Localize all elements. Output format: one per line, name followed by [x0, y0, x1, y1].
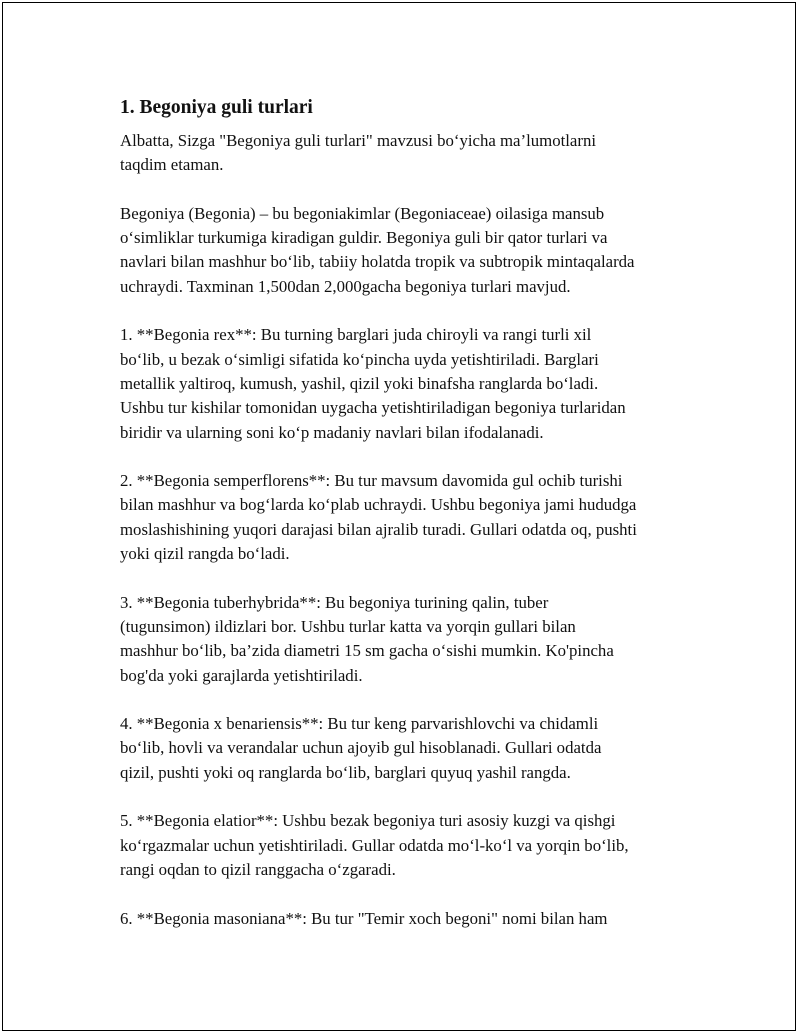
intro-paragraph: Albatta, Sizga "Begoniya guli turlari" mavzusi bo‘yicha ma’lumotlarni taqdim etaman.: [120, 131, 596, 175]
document-page: [2, 2, 796, 1031]
document-title: 1. Begoniya guli turlari: [120, 97, 313, 118]
list-item-begonia-elatior: 5. **Begonia elatior**: Ushbu bezak begoniya turi asosiy kuzgi va qishgi ko‘rgazmalar uchun yetishtiriladi. Gullar odatda mo‘l-ko‘l va yorqin bo‘lib, rangi oqdan to qizil ranggacha o‘zgaradi.: [120, 811, 629, 879]
list-item-begonia-tuberhybrida: 3. **Begonia tuberhybrida**: Bu begoniya turining qalin, tuber (tugunsimon) ildizlari bor. Ushbu turlar katta va yorqin gullari bilan mashhur bo‘lib, ba’zida diametri 15 sm gacha o‘sishi mumkin. Ko'pincha bog'da yoki garajlarda yetishtiriladi.: [120, 592, 614, 685]
list-item-begonia-benariensis: 4. **Begonia x benariensis**: Bu tur keng parvarishlovchi va chidamli bo‘lib, hovli va verandalar uchun ajoyib gul hisoblanadi. Gullari odatda qizil, pushti yoki oq ranglarda bo‘lib, barglari quyuq yashil rangda.: [120, 714, 602, 782]
list-item-begonia-rex: 1. **Begonia rex**: Bu turning barglari juda chiroyli va rangi turli xil bo‘lib, u bezak o‘simligi sifatida ko‘pincha uyda yetishtiriladi. Barglari metallik yaltiroq, kumush, yashil, qizil yoki binafsha ranglarda bo‘ladi. Ushbu tur kishilar tomonidan uygacha yetishtiriladigan begoniya turlaridan biridir va ularning soni ko‘p madaniy navlari bilan ifodalanadi.: [120, 325, 626, 442]
document-body: [120, 95, 700, 955]
list-item-begonia-semperflorens: 2. **Begonia semperflorens**: Bu tur mavsum davomida gul ochib turishi bilan mashhur va bog‘larda ko‘plab uchraydi. Ushbu begoniya jami hududga moslashishining yuqori darajasi bilan ajralib turadi. Gullari odatda oq, pushti yoki qizil rangda bo‘ladi.: [120, 471, 637, 564]
list-item-begonia-masoniana: 6. **Begonia masoniana**: Bu tur "Temir xoch begoni" nomi bilan ham: [120, 908, 608, 928]
description-paragraph: Begoniya (Begonia) – bu begoniakimlar (Begoniaceae) oilasiga mansub o‘simliklar turkumiga kiradigan guldir. Begoniya guli bir qator turlari va navlari bilan mashhur bo‘lib, tabiiy holatda tropik va subtropik mintaqalarda uchraydi. Taxminan 1,500dan 2,000gacha begoniya turlari mavjud.: [120, 203, 635, 296]
